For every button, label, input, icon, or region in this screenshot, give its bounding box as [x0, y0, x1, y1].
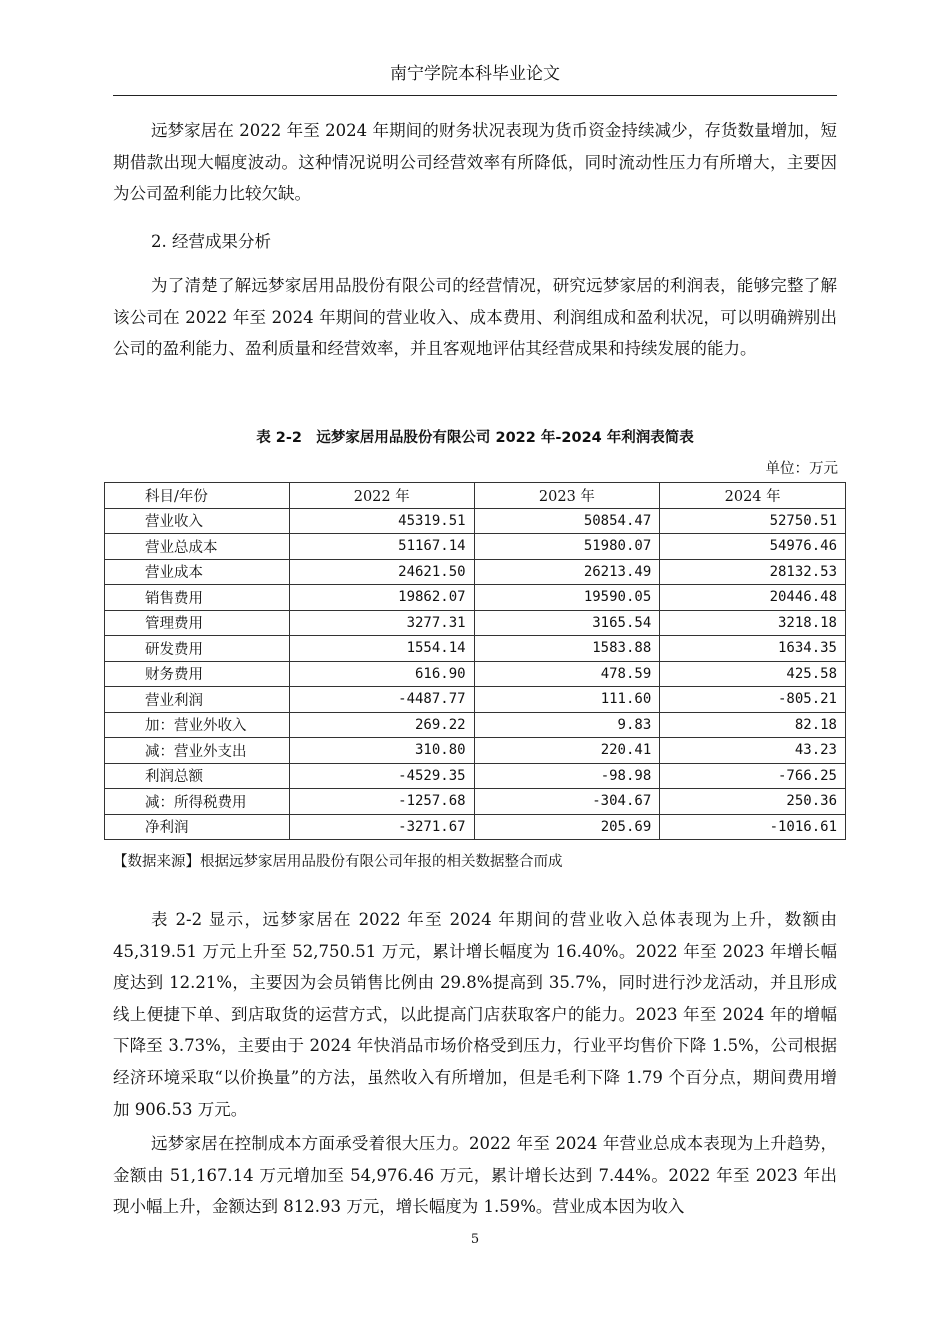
table-header-row — [105, 483, 846, 509]
table-row — [105, 661, 846, 687]
page-number: 5 — [470, 1232, 480, 1247]
table-row — [105, 636, 846, 662]
cell-2024: 54976.46 — [660, 534, 846, 560]
cell-2022: -1257.68 — [289, 789, 474, 815]
row-label: 净利润 — [105, 814, 290, 840]
cell-2024: 43.23 — [660, 738, 846, 764]
table-header-2022: 2022 年 — [289, 483, 474, 509]
row-label: 研发费用 — [105, 636, 290, 662]
table-row — [105, 585, 846, 611]
row-label: 营业成本 — [105, 559, 290, 585]
paragraph-revenue-analysis: 表 2-2 显示，远梦家居在 2022 年至 2024 年期间的营业收入总体表现为上升，数额由 45,319.51 万元上升至 52,750.51 万元，累计增长幅度为 16.40%。2022 年至 2023 年增长幅度达到 12.21%，主要因为会员销售比例由 29.8%提高到 35.7%，同时进行沙龙活动，并且形成线上便捷下单、到店取货的运营方式，以此提高门店获取客户的能力。2023 年至 2024 年的增幅下降至 3.73%，主要由于 2024 年快消品市场价格受到压力，行业平均售价下降 1.5%，公司根据经济环境采取“以价换量”的方法，虽然收入有所增加，但是毛利下降 1.79 个百分点，期间费用增加 906.53 万元。 — [113, 910, 837, 1119]
cell-2024: 250.36 — [660, 789, 846, 815]
table-row — [105, 687, 846, 713]
cell-2023: 220.41 — [474, 738, 660, 764]
table-row — [105, 610, 846, 636]
cell-2023: 19590.05 — [474, 585, 660, 611]
table-row — [105, 712, 846, 738]
cell-2023: 478.59 — [474, 661, 660, 687]
cell-2022: 1554.14 — [289, 636, 474, 662]
section-heading-operating-results: 2. 经营成果分析 — [151, 232, 271, 251]
cell-2023: 51980.07 — [474, 534, 660, 560]
cell-2024: 82.18 — [660, 712, 846, 738]
cell-2023: 205.69 — [474, 814, 660, 840]
table-row — [105, 738, 846, 764]
row-label: 利润总额 — [105, 763, 290, 789]
table-unit-label: 单位：万元 — [765, 461, 838, 477]
cell-2024: 425.58 — [660, 661, 846, 687]
cell-2022: -4487.77 — [289, 687, 474, 713]
cell-2024: 52750.51 — [660, 508, 846, 534]
cell-2022: 310.80 — [289, 738, 474, 764]
table-header-item: 科目/年份 — [105, 483, 290, 509]
cell-2022: 3277.31 — [289, 610, 474, 636]
cell-2023: 1583.88 — [474, 636, 660, 662]
table-data-source-note: 【数据来源】根据远梦家居用品股份有限公司年报的相关数据整合而成 — [113, 854, 563, 870]
cell-2022: 24621.50 — [289, 559, 474, 585]
paragraph-cost-analysis: 远梦家居在控制成本方面承受着很大压力。2022 年至 2024 年营业总成本表现为上升趋势，金额由 51,167.14 万元增加至 54,976.46 万元，累计增长达到 7.44%。2022 年至 2023 年出现小幅上升，金额达到 812.93 万元，增长幅度为 1.59%。营业成本因为收入 — [113, 1134, 837, 1217]
paragraph-operating-intro: 为了清楚了解远梦家居用品股份有限公司的经营情况，研究远梦家居的利润表，能够完整了解该公司在 2022 年至 2024 年期间的营业收入、成本费用、利润组成和盈利状况，可以明确辨别出公司的盈利能力、盈利质量和经营效率，并且客观地评估其经营成果和持续发展的能力。 — [113, 276, 837, 359]
table-row — [105, 508, 846, 534]
table-header-2023: 2023 年 — [474, 483, 660, 509]
cell-2023: 3165.54 — [474, 610, 660, 636]
row-label: 销售费用 — [105, 585, 290, 611]
cell-2024: 20446.48 — [660, 585, 846, 611]
row-label: 营业利润 — [105, 687, 290, 713]
table-header-2024: 2024 年 — [660, 483, 846, 509]
cell-2024: 3218.18 — [660, 610, 846, 636]
cell-2023: 111.60 — [474, 687, 660, 713]
cell-2023: -304.67 — [474, 789, 660, 815]
row-label: 加：营业外收入 — [105, 712, 290, 738]
row-label: 营业总成本 — [105, 534, 290, 560]
table-row — [105, 559, 846, 585]
cell-2024: -1016.61 — [660, 814, 846, 840]
cell-2022: 45319.51 — [289, 508, 474, 534]
row-label: 管理费用 — [105, 610, 290, 636]
table-row — [105, 814, 846, 840]
cell-2022: 19862.07 — [289, 585, 474, 611]
cell-2022: 51167.14 — [289, 534, 474, 560]
row-label: 减：营业外支出 — [105, 738, 290, 764]
cell-2022: -3271.67 — [289, 814, 474, 840]
paragraph-financial-status: 远梦家居在 2022 年至 2024 年期间的财务状况表现为货币资金持续减少，存货数量增加，短期借款出现大幅度波动。这种情况说明公司经营效率有所降低，同时流动性压力有所增大，主要因为公司盈利能力比较欠缺。 — [113, 121, 837, 204]
table-row — [105, 534, 846, 560]
header-divider — [113, 95, 837, 96]
table-row — [105, 763, 846, 789]
row-label: 财务费用 — [105, 661, 290, 687]
cell-2023: 50854.47 — [474, 508, 660, 534]
cell-2022: 616.90 — [289, 661, 474, 687]
table-row — [105, 789, 846, 815]
cell-2024: -805.21 — [660, 687, 846, 713]
cell-2022: -4529.35 — [289, 763, 474, 789]
income-statement-table — [104, 482, 846, 840]
page-header-title: 南宁学院本科毕业论文 — [390, 64, 560, 84]
cell-2023: -98.98 — [474, 763, 660, 789]
row-label: 营业收入 — [105, 508, 290, 534]
cell-2022: 269.22 — [289, 712, 474, 738]
cell-2024: 28132.53 — [660, 559, 846, 585]
cell-2023: 9.83 — [474, 712, 660, 738]
cell-2024: -766.25 — [660, 763, 846, 789]
cell-2024: 1634.35 — [660, 636, 846, 662]
row-label: 减：所得税费用 — [105, 789, 290, 815]
table-caption: 表 2-2 远梦家居用品股份有限公司 2022 年-2024 年利润表简表 — [256, 430, 694, 446]
cell-2023: 26213.49 — [474, 559, 660, 585]
